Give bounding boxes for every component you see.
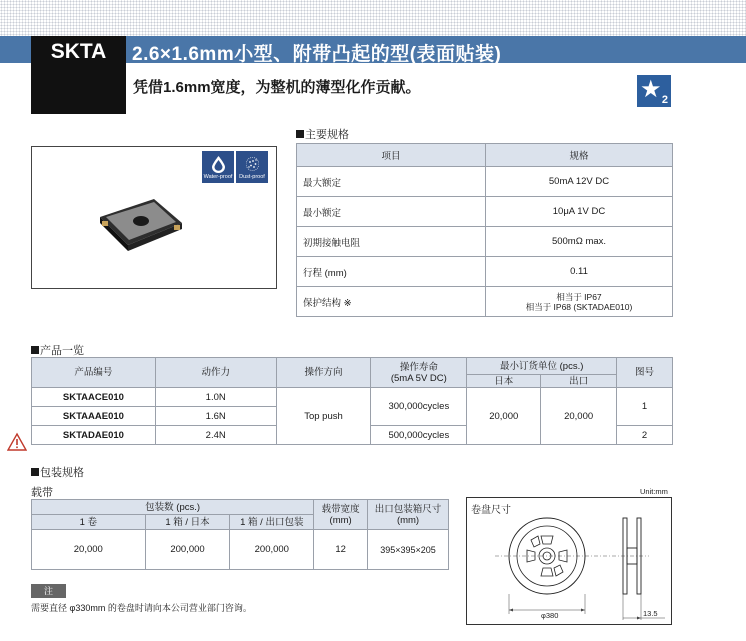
page-subtitle: 2.6×1.6mm小型、附带凸起的型(表面贴装) [132,44,502,65]
packing-heading-text: 包装规格 [40,467,84,479]
series-code: SKTA [50,40,107,63]
table-header-row [32,358,673,375]
unit-label: Unit:mm [640,487,668,496]
table-row [32,388,673,407]
switch-product-image [94,195,186,257]
spec-value-line: 相当于 IP67 [556,291,602,302]
pack-tape: 12 [314,530,368,570]
col-reel: 1 卷 [32,515,146,530]
dust-icon [246,156,259,173]
packing-table [31,499,449,570]
heading-square-icon [31,346,39,354]
packing-subheading: 载带 [31,487,53,499]
spec-col-item: 项目 [297,144,486,167]
pack-box: 395×395×205 [368,530,449,570]
col-qty: 包装数 (pcs.) [32,500,314,515]
product-photo [31,146,277,289]
table-row [32,530,449,570]
product-code: SKTADAE010 [32,426,156,445]
col-tape-line: 载带宽度 [321,503,360,515]
col-life [371,358,467,388]
product-force: 2.4N [155,426,276,445]
warning-icon [7,432,27,452]
col-code: 产品编号 [32,358,156,388]
reel-width-label: 13.5 [643,609,658,618]
water-drop-icon [212,156,225,173]
star-icon: ★ [640,76,662,103]
spec-value: 0.11 [486,257,673,287]
col-box-size [368,500,449,530]
table-row [297,197,673,227]
spec-value-line: 相当于 IP68 (SKTADAE010) [525,301,633,312]
table-row [297,167,673,197]
dustproof-badge [236,151,268,183]
reel-drawing [466,497,672,625]
col-case-japan: 1 箱 / 日本 [145,515,230,530]
product-drawing: 2 [617,426,673,445]
reel-diameter-label: φ380 [541,611,559,620]
table-header-row [32,500,449,515]
col-direction: 操作方向 [276,358,371,388]
reel-diagram [467,498,673,626]
pack-reel: 20,000 [32,530,146,570]
spec-item: 保护结构 ※ [297,287,486,317]
product-life: 500,000cycles [371,426,467,445]
col-tape-line: (mm) [329,514,352,526]
table-row [297,227,673,257]
col-life-line: (5mA 5V DC) [390,372,447,384]
col-case-export: 1 箱 / 出口包装 [230,515,314,530]
product-code: SKTAAAE010 [32,407,156,426]
col-drawing: 图号 [617,358,673,388]
waterproof-label: Water-proof [203,174,233,180]
col-moq-japan: 日本 [467,375,541,388]
star-rating-badge [637,75,671,107]
product-code: SKTAACE010 [32,388,156,407]
col-box-line: 出口包装箱尺寸 [374,503,442,515]
dustproof-label: Dust-proof [239,174,265,180]
spec-heading-text: 主要规格 [305,129,349,141]
col-moq-export: 出口 [541,375,617,388]
heading-square-icon [31,468,39,476]
product-life: 300,000cycles [371,388,467,426]
pack-case-japan: 200,000 [145,530,230,570]
reel-title: 卷盘尺寸 [471,505,511,516]
pack-case-export: 200,000 [230,530,314,570]
product-direction: Top push [276,388,371,445]
product-moq-japan: 20,000 [467,388,541,445]
col-moq: 最小订货单位 (pcs.) [467,358,617,375]
col-life-line: 操作寿命 [399,361,438,373]
spec-value [486,287,673,317]
spec-value: 50mA 12V DC [486,167,673,197]
spec-heading [296,126,349,142]
tagline: 凭借1.6mm宽度，为整机的薄型化作贡献。 [133,79,421,96]
spec-table [296,143,673,317]
table-row [297,287,673,317]
spec-value: 500mΩ max. [486,227,673,257]
spec-col-spec: 规格 [486,144,673,167]
dotted-header-band [0,0,746,36]
spec-value: 10μA 1V DC [486,197,673,227]
badge-number: 2 [661,94,668,106]
spec-item: 行程 (mm) [297,257,486,287]
product-force: 1.6N [155,407,276,426]
table-header-row [297,144,673,167]
product-drawing: 1 [617,388,673,426]
spec-item: 最大额定 [297,167,486,197]
table-row [297,257,673,287]
col-box-line: (mm) [396,514,420,526]
note-text: 需要直径 φ330mm 的卷盘时请向本公司营业部门咨询。 [31,603,252,613]
col-force: 动作力 [155,358,276,388]
heading-square-icon [296,130,304,138]
series-code-box [31,36,126,114]
packing-heading [31,464,84,480]
product-moq-export: 20,000 [541,388,617,445]
products-heading [31,342,84,358]
product-force: 1.0N [155,388,276,407]
products-heading-text: 产品一览 [40,345,84,357]
spec-item: 初期接触电阻 [297,227,486,257]
col-tape-width [314,500,368,530]
waterproof-badge [202,151,234,183]
note-label: 注 [31,584,66,598]
product-table [31,357,673,445]
spec-item: 最小额定 [297,197,486,227]
